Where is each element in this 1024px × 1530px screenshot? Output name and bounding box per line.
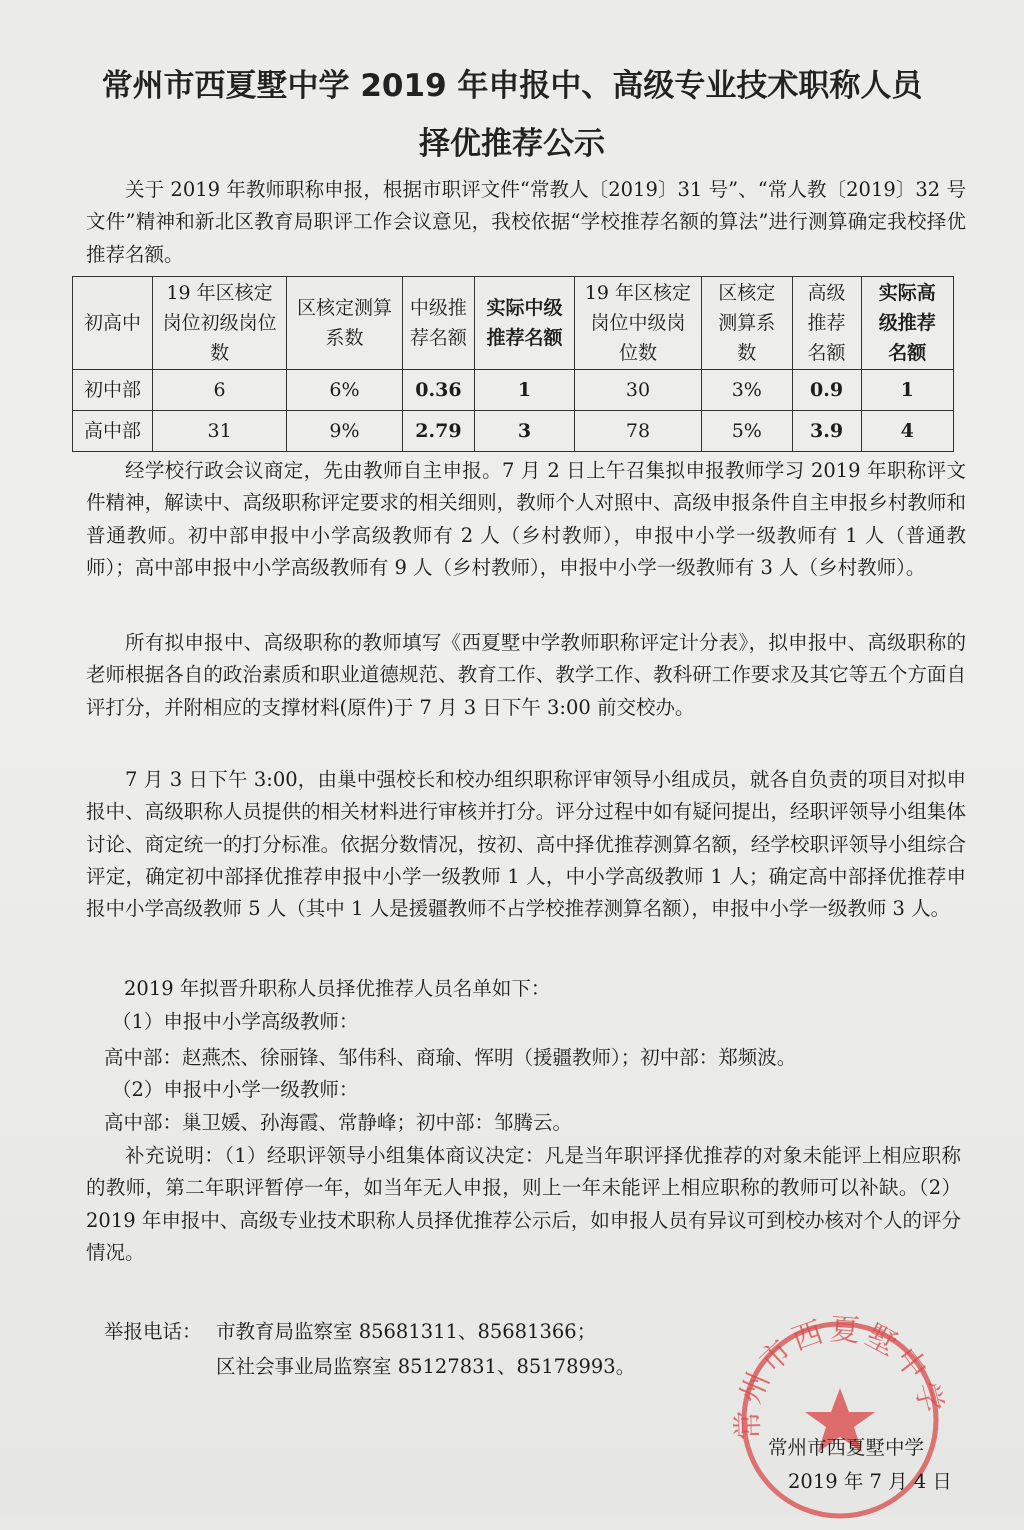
table-row <box>73 370 954 411</box>
table-cell: 0.9 <box>792 370 861 411</box>
header-cell: 实际高级推荐名额 <box>861 277 954 370</box>
table-cell: 2.79 <box>402 411 474 452</box>
body-paragraph-3: 7 月 3 日下午 3:00，由巢中强校长和校办组织职称评审领导小组成员，就各自负责的项目对拟申报中、高级职称人员提供的相关材料进行审核并打分。评分过程中如有疑问提出，经职评领导小组集体讨论、商定统一的打分标准。依据分数情况，按初、高中择优推荐测算名额，经学校职评领导小组综合评定，确定初中部择优推荐申报中小学一级教师 1 人，中小学高级教师 1 人；确定高中部择优推荐申报中小学高级教师 5 人（其中 1 人是援疆教师不占学校推荐测算名额），申报中小学一级教师 3 人。 <box>86 768 966 921</box>
table-cell: 高中部 <box>73 411 153 452</box>
signature-org: 常州市西夏墅中学 <box>768 1436 925 1459</box>
table-cell: 1 <box>474 370 574 411</box>
table-cell: 3 <box>474 411 574 452</box>
header-cell: 区核定测算系数 <box>701 277 792 370</box>
table-cell: 5% <box>701 411 792 452</box>
table-cell: 30 <box>574 370 701 411</box>
supplement-paragraph: 补充说明：（1）经职评领导小组集体商议决定：凡是当年职评择优推荐的对象未能评上相应职称的教师，第二年职评暂停一年，如当年无人申报，则上一年未能评上相应职称的教师可以补缺。（2）2019 年申报中、高级专业技术职称人员择优推荐公示后，如申报人员有异议可到校办核对个人的评分情况。 <box>86 1144 961 1264</box>
report-line1: 市教育局监察室 85681311、85681366； <box>216 1320 597 1343</box>
document-title-line2: 择优推荐公示 <box>419 126 605 162</box>
list-item1-names: 高中部：赵燕杰、徐丽锋、邹伟科、商瑜、恽明（援疆教师）；初中部：郑频波。 <box>104 1046 797 1069</box>
table-row <box>73 411 954 452</box>
list-item2-heading: （2）申报中小学一级教师： <box>112 1078 359 1101</box>
header-cell: 区核定测算系数 <box>287 277 403 370</box>
report-label: 举报电话： <box>104 1320 202 1343</box>
table-cell: 初中部 <box>73 370 153 411</box>
report-line2: 区社会事业局监察室 85127831、85178993。 <box>216 1355 636 1378</box>
seal-text: 常州市西夏墅中学 <box>730 1312 950 1441</box>
header-cell: 19 年区核定岗位初级岗位数 <box>153 277 287 370</box>
table-cell: 6 <box>153 370 287 411</box>
body-paragraph-1: 经学校行政会议商定，先由教师自主申报。7 月 2 日上午召集拟申报教师学习 2019 年职称评文件精神，解读中、高级职称评定要求的相关细则，教师个人对照中、高级申报条件自主申报乡村教师和普通教师。初中部申报中小学高级教师有 2 人（乡村教师），申报中小学一级教师有 1 人（普通教师）；高中部申报中小学高级教师有 9 人（乡村教师），申报中小学一级教师有 3 人（乡村教师）。 <box>86 459 966 579</box>
table-cell: 78 <box>574 411 701 452</box>
list-item1-heading: （1）申报中小学高级教师： <box>112 1010 359 1033</box>
table-cell: 6% <box>287 370 403 411</box>
table-cell: 9% <box>287 411 403 452</box>
table-cell: 4 <box>861 411 954 452</box>
table-cell: 31 <box>153 411 287 452</box>
body-paragraph-2: 所有拟申报中、高级职称的教师填写《西夏墅中学教师职称评定计分表》，拟申报中、高级职称的老师根据各自的政治素质和职业道德规范、教育工作、教学工作、教科研工作要求及其它等五个方面自评打分，并附相应的支撑材料(原件)于 7 月 3 日下午 3:00 前交校办。 <box>86 631 966 719</box>
table-cell: 0.36 <box>402 370 474 411</box>
quota-table <box>72 276 954 452</box>
list-intro: 2019 年拟晋升职称人员择优推荐人员名单如下： <box>124 977 551 1000</box>
table-cell: 1 <box>861 370 954 411</box>
signature-date: 2019 年 7 月 4 日 <box>788 1470 952 1493</box>
header-cell: 高级推荐名额 <box>792 277 861 370</box>
intro-paragraph: 关于 2019 年教师职称申报，根据市职评文件“常教人〔2019〕31 号”、“常人教〔2019〕32 号文件”精神和新北区教育局职评工作会议意见，我校依据“学校推荐名额的算法”进行测算确定我校择优推荐名额。 <box>86 178 966 266</box>
list-item2-names: 高中部：巢卫媛、孙海霞、常静峰；初中部：邹腾云。 <box>104 1111 573 1134</box>
header-cell: 中级推荐名额 <box>402 277 474 370</box>
table-header-row <box>73 277 954 370</box>
table-cell: 3.9 <box>792 411 861 452</box>
header-cell: 实际中级推荐名额 <box>474 277 574 370</box>
table-cell: 3% <box>701 370 792 411</box>
official-seal <box>720 1290 960 1530</box>
header-cell: 19 年区核定岗位中级岗位数 <box>574 277 701 370</box>
document-title-line1: 常州市西夏墅中学 2019 年申报中、高级专业技术职称人员 <box>101 68 923 104</box>
header-cell: 初高中 <box>73 277 153 370</box>
